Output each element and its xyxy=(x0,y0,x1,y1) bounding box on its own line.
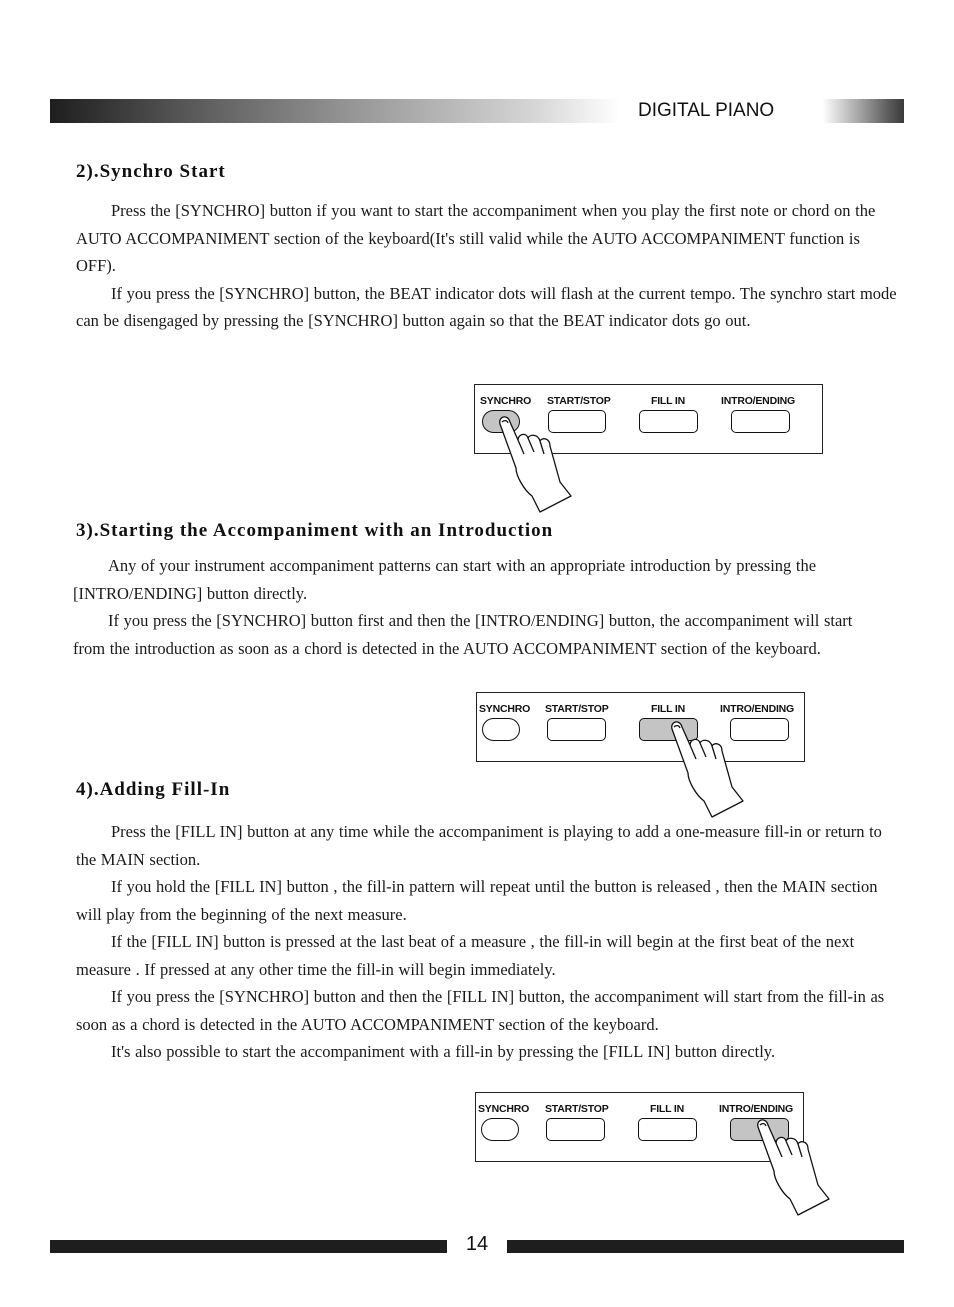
section-title-intro: 3).Starting the Accompaniment with an Introduction xyxy=(76,520,554,541)
header-title: DIGITAL PIANO xyxy=(638,100,775,121)
paragraph: Press the [SYNCHRO] button if you want to start the accompaniment when you play the first note or chord on the AUTO ACCOMPANIMENT section of the keyboard(It's still valid while the AUTO ACCOMPANIMENT function is OFF). xyxy=(76,201,876,275)
start-stop-button[interactable] xyxy=(547,718,606,741)
paragraph: If the [FILL IN] button is pressed at the last beat of a measure , the fill-in will begin at the first beat of the next measure . If pressed at any other time the fill-in will begin immediately. xyxy=(76,932,855,979)
section-body-synchro-start xyxy=(76,197,900,335)
pointing-hand-icon xyxy=(480,410,590,520)
header-gradient-block xyxy=(822,99,904,123)
panel-label-fill-in: FILL IN xyxy=(651,703,685,715)
synchro-button[interactable] xyxy=(482,718,520,741)
section-body-intro xyxy=(73,552,873,662)
paragraph: Any of your instrument accompaniment patterns can start with an appropriate introduction by pressing the [INTRO/ENDING] button directly. xyxy=(73,556,817,603)
section-title-synchro-start: 2).Synchro Start xyxy=(76,161,226,182)
fill-in-button[interactable] xyxy=(638,1118,697,1141)
section-body-fill-in xyxy=(76,818,902,1066)
footer-bar-left xyxy=(50,1240,447,1253)
panel-label-intro-ending: INTRO/ENDING xyxy=(721,395,796,407)
fill-in-button[interactable] xyxy=(639,410,698,433)
footer-bar-right xyxy=(507,1240,904,1253)
pointing-hand-icon xyxy=(738,1113,848,1223)
panel-label-synchro: SYNCHRO xyxy=(480,395,532,407)
panel-label-intro-ending: INTRO/ENDING xyxy=(720,703,795,715)
paragraph: If you press the [SYNCHRO] button, the BEAT indicator dots will flash at the current tempo. The synchro start mode can be disengaged by pressing the [SYNCHRO] button again so that the BEAT indicator dots go out. xyxy=(76,283,897,330)
header-gradient-bar xyxy=(50,99,620,123)
panel-label-start-stop: START/STOP xyxy=(545,703,609,715)
page-number: 14 xyxy=(465,1233,489,1255)
start-stop-button[interactable] xyxy=(546,1118,605,1141)
paragraph: If you hold the [FILL IN] button , the fill-in pattern will repeat until the button is released , then the MAIN section will play from the beginning of the next measure. xyxy=(76,877,878,924)
paragraph: If you press the [SYNCHRO] button and then the [FILL IN] button, the accompaniment will start from the fill-in as soon as a chord is detected in the AUTO ACCOMPANIMENT section of the keyboard. xyxy=(76,987,885,1034)
paragraph: If you press the [SYNCHRO] button first and then the [INTRO/ENDING] button, the accompaniment will start from the introduction as soon as a chord is detected in the AUTO ACCOMPANIMENT section of the keyboard. xyxy=(73,611,853,658)
pointing-hand-icon xyxy=(652,715,762,825)
panel-label-start-stop: START/STOP xyxy=(547,395,611,407)
section-title-fill-in: 4).Adding Fill-In xyxy=(76,779,231,800)
panel-label-start-stop: START/STOP xyxy=(545,1103,609,1115)
synchro-button[interactable] xyxy=(481,1118,519,1141)
panel-label-intro-ending: INTRO/ENDING xyxy=(719,1103,794,1115)
paragraph: Press the [FILL IN] button at any time while the accompaniment is playing to add a one-measure fill-in or return to the MAIN section. xyxy=(76,822,882,869)
panel-label-synchro: SYNCHRO xyxy=(479,703,531,715)
paragraph: It's also possible to start the accompaniment with a fill-in by pressing the [FILL IN] button directly. xyxy=(111,1042,776,1061)
panel-label-synchro: SYNCHRO xyxy=(478,1103,530,1115)
panel-label-fill-in: FILL IN xyxy=(650,1103,684,1115)
intro-ending-button[interactable] xyxy=(731,410,790,433)
panel-label-fill-in: FILL IN xyxy=(651,395,685,407)
